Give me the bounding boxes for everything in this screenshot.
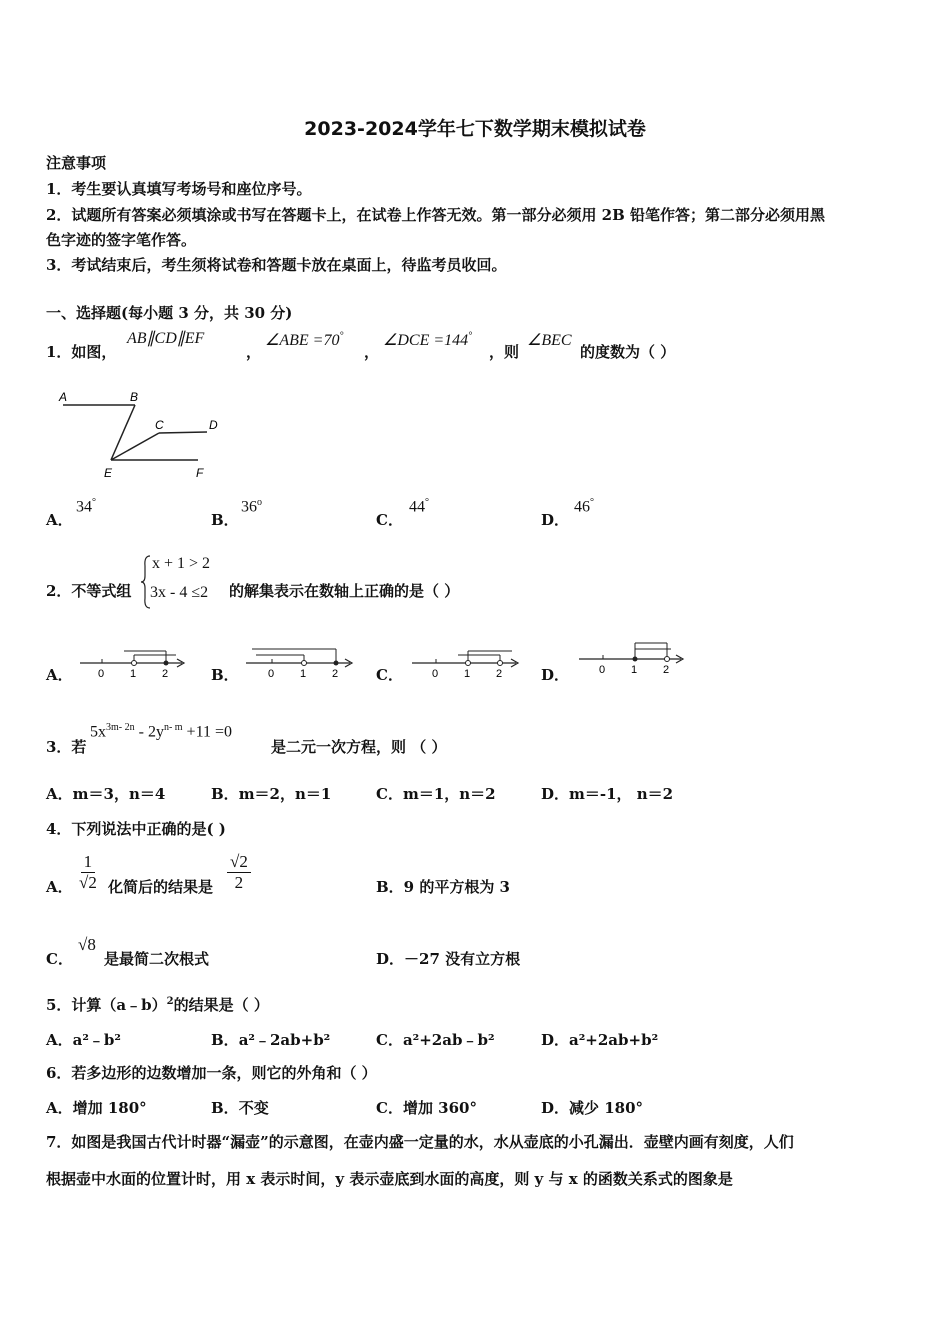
tick-label: 0 (432, 668, 439, 680)
q1-option-a-value: 34° (76, 497, 96, 516)
figure-label-a: A (59, 390, 68, 404)
q1-comma: ， (246, 343, 262, 361)
q2-prefix: 2．不等式组 (46, 582, 132, 600)
q2-suffix: 的解集表示在数轴上正确的是（ ） (229, 582, 460, 600)
q2-option-d-letter: D． (541, 666, 570, 684)
q3-suffix: 是二元一次方程，则 （ ） (271, 738, 447, 756)
figure-label-c: C (155, 418, 164, 432)
q1-option-a-letter: A． (46, 511, 73, 529)
q1-option-b-letter: B． (211, 511, 239, 529)
q6-option-d: D．减少 180° (541, 1099, 644, 1117)
tick-label: 2 (663, 664, 670, 676)
q4-option-c-text: 是最简二次根式 (104, 950, 210, 968)
q3-equation: $5x^{3m- 2n} - 2y^{n- m} +11 =0$ (90, 722, 232, 741)
notice-item: 1．考生要认真填写考场号和座位序号。 (46, 180, 312, 198)
q1-angle-bec: ∠BEC (527, 332, 572, 349)
figure-label-e: E (104, 466, 113, 480)
q7-stem-line1: 7．如图是我国古代计时器“漏壶”的示意图，在壶内盛一定量的水，水从壶底的小孔漏出．壶壁内画有刻度，人们 (46, 1133, 794, 1151)
q4-option-c-expr: √8 (78, 935, 96, 954)
q4-option-d: D．－27 没有立方根 (376, 950, 521, 968)
q3-option-a: A．m＝3，n＝4 (46, 785, 166, 803)
q1-suffix: 的度数为（ ） (580, 343, 676, 361)
q1-option-d-letter: D． (541, 511, 570, 529)
q1-option-d-value: 46° (574, 497, 594, 516)
q1-angle-dce: ∠DCE =144° (383, 330, 473, 349)
q5-option-b: B．a²﹣2ab+b² (211, 1031, 331, 1049)
q4-stem: 4．下列说法中正确的是( ) (46, 820, 226, 838)
section-heading: 一、选择题(每小题 3 分，共 30 分) (46, 304, 293, 322)
q6-option-a: A．增加 180° (46, 1099, 147, 1117)
tick-label: 1 (464, 668, 471, 680)
q4-option-b: B．9 的平方根为 3 (376, 878, 510, 896)
figure-label-d: D (209, 418, 218, 432)
q4-option-a-result: $\frac{√2}{2}$ (227, 852, 251, 893)
q6-stem: 6．若多边形的边数增加一条，则它的外角和（ ） (46, 1064, 377, 1082)
q2-option-b-letter: B． (211, 666, 239, 684)
tick-label: 1 (130, 668, 137, 680)
q1-option-c-letter: C． (376, 511, 403, 529)
tick-label: 0 (268, 668, 275, 680)
q3-option-b: B．m＝2，n＝1 (211, 785, 332, 803)
q5-option-c: C．a²+2ab﹣b² (376, 1031, 495, 1049)
tick-label: 1 (300, 668, 307, 680)
figure-label-f: F (196, 466, 204, 480)
notice-item: 3．考试结束后，考生须将试卷和答题卡放在桌面上，待监考员收回。 (46, 256, 507, 274)
tick-label: 1 (631, 664, 638, 676)
tick-label: 0 (98, 668, 105, 680)
q4-option-a-letter: A． (46, 878, 73, 896)
q7-stem-line2: 根据壶中水面的位置计时，用 x 表示时间，y 表示壶底到水面的高度，则 y 与 x 的函数关系式的图象是 (46, 1170, 733, 1188)
q3-prefix: 3．若 (46, 738, 87, 756)
tick-label: 2 (162, 668, 169, 680)
notice-heading: 注意事项 (46, 154, 107, 172)
q1-angle-abe: ∠ABE =70° (265, 330, 344, 349)
q3-option-d: D．m＝-1， n＝2 (541, 785, 674, 803)
q3-option-c: C．m＝1，n＝2 (376, 785, 496, 803)
q1-parallel-lines-figure (55, 385, 235, 485)
q6-option-c: C．增加 360° (376, 1099, 477, 1117)
q1-parallel-expr: AB∥CD∥EF (127, 330, 205, 347)
q6-option-b: B．不变 (211, 1099, 269, 1117)
q2-inequality-2: 3x - 4 ≤2 (150, 584, 209, 601)
q4-option-a-fraction: $\frac{1}{√2}$ (79, 852, 97, 892)
q2-option-a-number-line (76, 646, 190, 682)
q1-then: ，则 (489, 343, 520, 361)
q2-option-d-number-line (575, 638, 691, 678)
q2-option-a-letter: A． (46, 666, 73, 684)
q2-option-b-number-line (242, 644, 358, 682)
q4-option-a-text: 化简后的结果是 (108, 878, 214, 896)
tick-label: 2 (332, 668, 339, 680)
q5-option-d: D．a²+2ab+b² (541, 1031, 659, 1049)
page-title: 2023-2024学年七下数学期末模拟试卷 (304, 118, 646, 140)
q4-option-c-letter: C． (46, 950, 73, 968)
tick-label: 0 (599, 664, 606, 676)
figure-label-b: B (130, 390, 139, 404)
tick-label: 2 (496, 668, 503, 680)
q1-option-c-value: 44° (409, 497, 429, 516)
notice-item: 色字迹的签字笔作答。 (46, 231, 197, 249)
q5-option-a: A．a²﹣b² (46, 1031, 121, 1049)
q2-option-c-letter: C． (376, 666, 403, 684)
notice-item: 2．试题所有答案必须填涂或书写在答题卡上，在试卷上作答无效。第一部分必须用 2B 铅笔作答；第二部分必须用黑 (46, 206, 826, 224)
q2-option-c-number-line (408, 646, 524, 682)
q1-comma: ， (364, 343, 380, 361)
q5-stem: 5．计算（a﹣b）$^2$的结果是（ ） (46, 996, 269, 1014)
q1-prefix: 1．如图， (46, 343, 117, 361)
q2-inequality-1: x + 1 > 2 (152, 555, 211, 572)
q1-option-b-value: 36$^o$ (241, 497, 262, 516)
